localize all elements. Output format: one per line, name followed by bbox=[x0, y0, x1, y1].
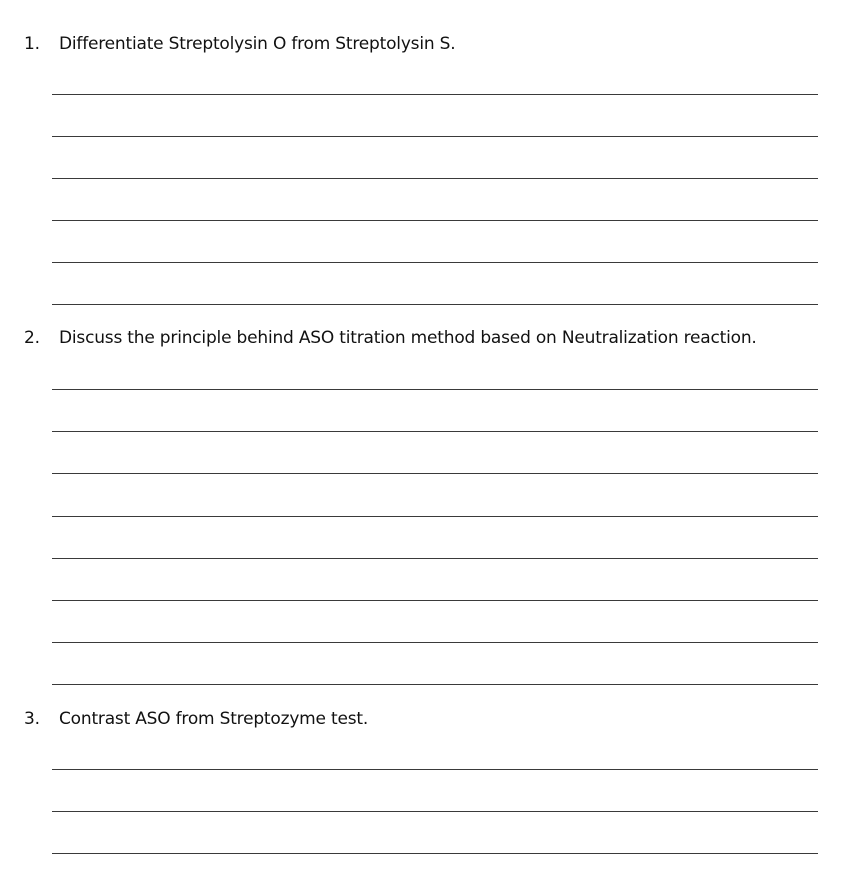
question-1-number: 1. bbox=[24, 34, 40, 54]
answer-line-q2-4[interactable] bbox=[52, 516, 818, 517]
answer-line-q2-2[interactable] bbox=[52, 431, 818, 432]
answer-line-q3-3[interactable] bbox=[52, 853, 818, 854]
answer-line-q2-3[interactable] bbox=[52, 473, 818, 474]
question-1-text: Differentiate Streptolysin O from Streptolysin S. bbox=[59, 34, 456, 54]
answer-line-q2-8[interactable] bbox=[52, 684, 818, 685]
question-3-text: Contrast ASO from Streptozyme test. bbox=[59, 709, 369, 729]
answer-line-q2-5[interactable] bbox=[52, 558, 818, 559]
answer-line-q2-6[interactable] bbox=[52, 600, 818, 601]
question-3-number: 3. bbox=[24, 709, 40, 729]
answer-line-q1-4[interactable] bbox=[52, 220, 818, 221]
answer-line-q1-5[interactable] bbox=[52, 262, 818, 263]
question-2-number: 2. bbox=[24, 328, 40, 348]
answer-line-q2-1[interactable] bbox=[52, 389, 818, 390]
answer-line-q1-2[interactable] bbox=[52, 136, 818, 137]
question-2-text: Discuss the principle behind ASO titration method based on Neutralization reaction. bbox=[59, 328, 757, 348]
question-3 bbox=[24, 708, 368, 730]
question-2 bbox=[24, 327, 757, 349]
answer-line-q3-1[interactable] bbox=[52, 769, 818, 770]
answer-line-q1-3[interactable] bbox=[52, 178, 818, 179]
answer-line-q1-6[interactable] bbox=[52, 304, 818, 305]
answer-line-q3-2[interactable] bbox=[52, 811, 818, 812]
question-1 bbox=[24, 33, 455, 55]
answer-line-q1-1[interactable] bbox=[52, 94, 818, 95]
answer-line-q2-7[interactable] bbox=[52, 642, 818, 643]
